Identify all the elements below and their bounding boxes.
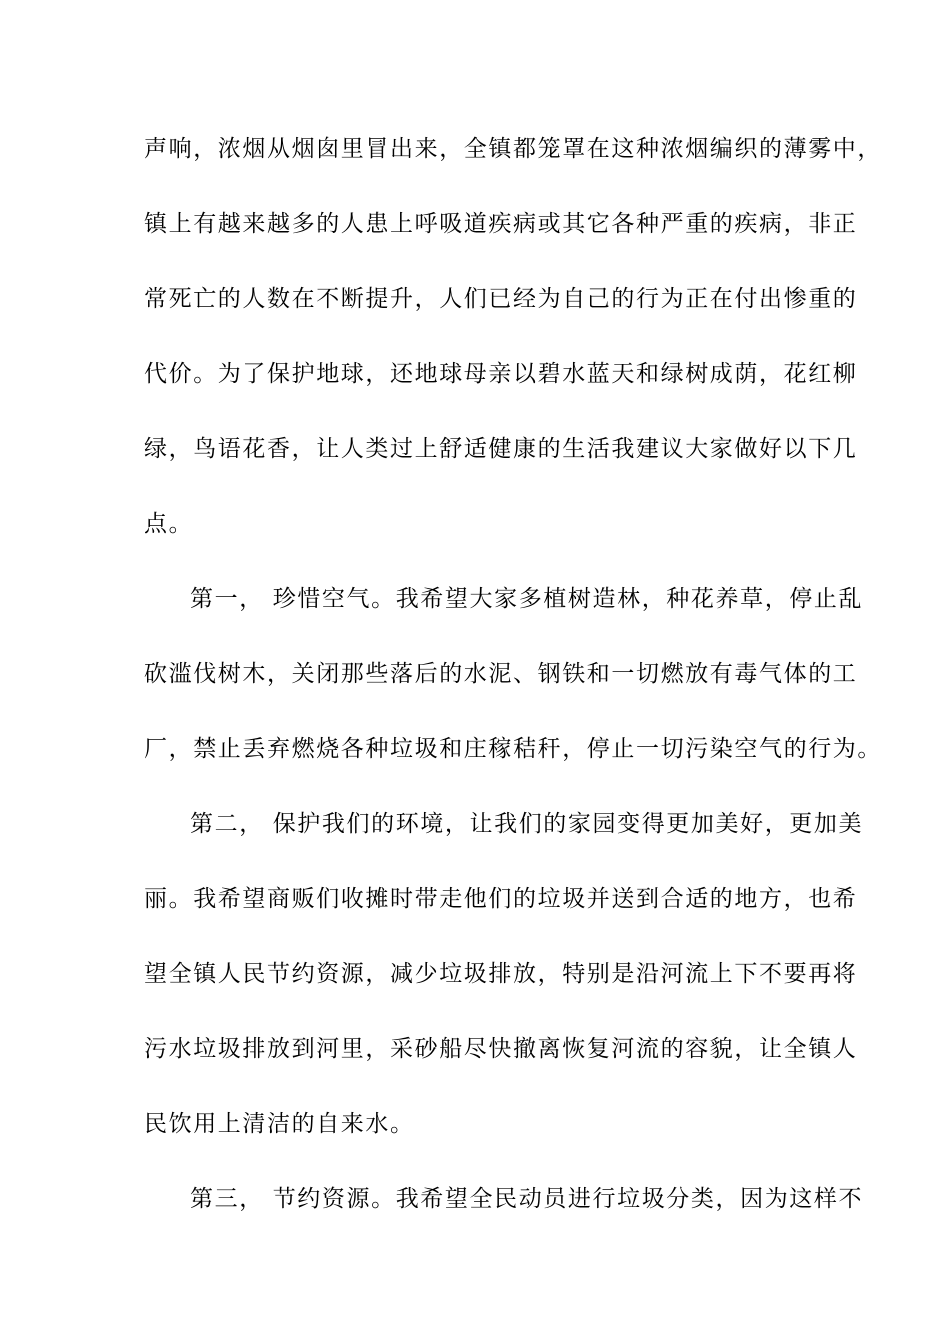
text-line-8: 砍滥伐树木，关闭那些落后的水泥、钢铁和一切燃放有毒气体的工 [144, 661, 858, 687]
paragraph-second-line: 第二， 保护我们的环境，让我们的家园变得更加美好，更加美 [190, 811, 864, 837]
paragraph-first-line: 第一， 珍惜空气。我希望大家多植树造林，种花养草，停止乱 [190, 586, 864, 612]
paragraph-third-line: 第三， 节约资源。我希望全民动员进行垃圾分类，因为这样不 [190, 1186, 864, 1212]
text-line-6: 点。 [144, 511, 194, 537]
text-line-2: 镇上有越来越多的人患上呼吸道疾病或其它各种严重的疾病，非正 [144, 211, 858, 237]
text-line-5: 绿，鸟语花香，让人类过上舒适健康的生活我建议大家做好以下几 [144, 436, 858, 462]
body-text [144, 126, 882, 1251]
text-line-3: 常死亡的人数在不断提升，人们已经为自己的行为正在付出惨重的 [144, 286, 858, 312]
text-line-11: 丽。我希望商贩们收摊时带走他们的垃圾并送到合适的地方，也希 [144, 886, 858, 912]
text-line-1: 声响，浓烟从烟囱里冒出来，全镇都笼罩在这种浓烟编织的薄雾中， [144, 136, 882, 162]
text-line-13: 污水垃圾排放到河里，采砂船尽快撤离恢复河流的容貌，让全镇人 [144, 1036, 858, 1062]
text-line-9: 厂，禁止丢弃燃烧各种垃圾和庄稼秸秆，停止一切污染空气的行为。 [144, 736, 882, 762]
text-line-12: 望全镇人民节约资源，减少垃圾排放，特别是沿河流上下不要再将 [144, 961, 858, 987]
text-line-4: 代价。为了保护地球，还地球母亲以碧水蓝天和绿树成荫，花红柳 [144, 361, 858, 387]
text-line-14: 民饮用上清洁的自来水。 [144, 1111, 415, 1137]
